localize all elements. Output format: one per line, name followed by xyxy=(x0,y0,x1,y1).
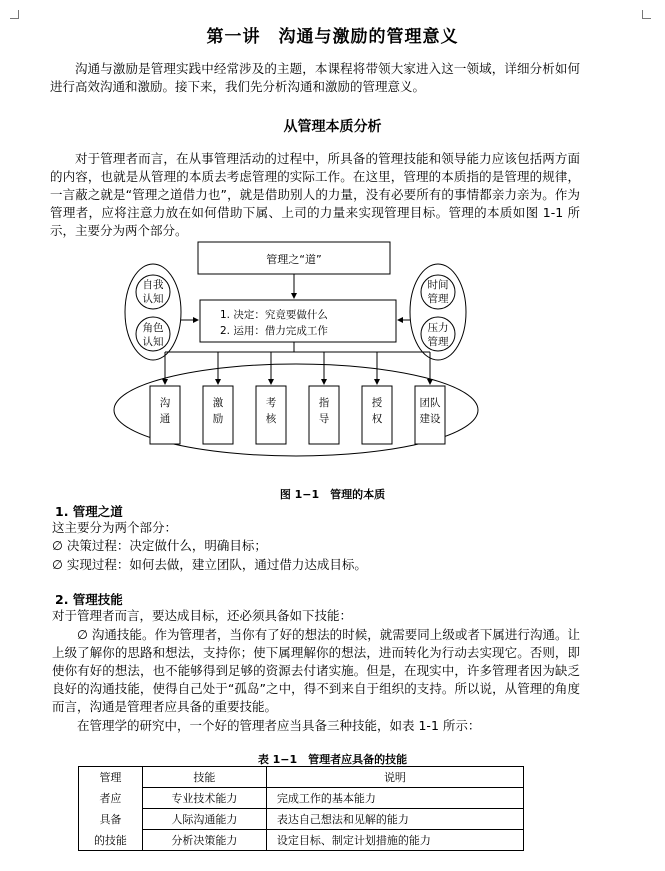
intro-paragraph: 沟通与激励是管理实践中经常涉及的主题，本课程将带领大家进入这一领域，详细分析如何进行高效沟通和激励。接下来，我们先分析沟通和激励的管理意义。 xyxy=(50,61,580,94)
self-cognition-text-2: 认知 xyxy=(142,293,164,305)
tool-box-label: 核 xyxy=(265,413,277,425)
skill-cell: 分析决策能力 xyxy=(142,830,266,851)
tool-box-label: 权 xyxy=(371,413,383,425)
time-management-text-1: 时间 xyxy=(427,279,449,291)
decide-line: 1. 决定：究竟要做什么 xyxy=(220,309,328,321)
table-header-row xyxy=(79,767,524,788)
page-corner-mark-left xyxy=(10,10,19,19)
table-caption: 表 1−1 管理者应具备的技能 xyxy=(257,753,408,766)
tool-box-label: 激 xyxy=(212,397,224,409)
table-row xyxy=(79,809,524,830)
table-intro: 在管理学的研究中，一个好的管理者应当具备三种技能，如表 1-1 所示： xyxy=(77,718,481,733)
management-essence-diagram xyxy=(108,240,568,460)
table-row xyxy=(79,788,524,809)
figure-caption: 图 1−1 管理的本质 xyxy=(279,488,386,501)
description-cell: 表达自己想法和见解的能力 xyxy=(266,809,523,830)
body-paragraph: 对于管理者而言，在从事管理活动的过程中，所具备的管理技能和领导能力应该包括两方面的内容，也就是从管理的本质去考虑管理的实际工作。在这里，管理的本质指的是管理的规律，一言蔽之就是“管理之道借力也”，就是借助别人的力量，没有必要所有的事情都亲力亲为。作为管理者，应将注意力放在如何借助下属、上司的力量来实现管理目标。管理的本质如图 1-1 所示，主要分为两个部分。 xyxy=(50,151,580,238)
communication-skill-paragraph: ∅ 沟通技能。作为管理者，当你有了好的想法的时候，就需要同上级或者下属进行沟通。让上级了解你的思路和想法，支持你；使下属理解你的想法，进而转化为行动去实现它。否则，即使你有好的想法，也不能够得到足够的资源去付诸实施。但是，在现实中，许多管理者因为缺乏良好的沟通技能，使得自己处于“孤岛”之中，得不到来自于组织的支持。所以说，从管理的角度而言，沟通是管理者应具备的重要技能。 xyxy=(52,627,580,714)
skill-cell: 人际沟通能力 xyxy=(142,809,266,830)
tool-box-label: 团队 xyxy=(419,397,441,409)
tool-box-label: 建设 xyxy=(419,413,441,425)
description-cell: 完成工作的基本能力 xyxy=(266,788,523,809)
table-header-skill: 技能 xyxy=(142,767,266,788)
section-2-heading: 2. 管理技能 xyxy=(55,592,123,607)
section-1-lead: 这主要分为两个部分： xyxy=(52,520,178,535)
dao-box-label: 管理之“道” xyxy=(266,253,322,266)
bullet-decision: ∅ 决策过程：决定做什么，明确目标； xyxy=(52,538,267,553)
apply-line: 2. 运用：借力完成工作 xyxy=(220,325,328,337)
tool-box-label: 指 xyxy=(318,397,330,409)
bullet-implementation: ∅ 实现过程：如何去做，建立团队，通过借力达成目标。 xyxy=(52,557,367,572)
role-cognition-text-1: 角色 xyxy=(142,322,164,334)
row-label-1: 者应 xyxy=(79,788,143,809)
skill-cell: 专业技术能力 xyxy=(142,788,266,809)
tool-box-label: 励 xyxy=(212,413,224,425)
page-title: 第一讲 沟通与激励的管理意义 xyxy=(206,27,459,47)
stress-management-text-2: 管理 xyxy=(427,336,449,348)
tool-box-label: 沟 xyxy=(159,397,171,409)
description-cell: 设定目标、制定计划措施的能力 xyxy=(266,830,523,851)
row-label-2: 具备 xyxy=(79,809,143,830)
table-row xyxy=(79,830,524,851)
skills-table xyxy=(78,766,524,851)
tool-box-label: 通 xyxy=(159,413,171,425)
self-cognition-text-1: 自我 xyxy=(142,279,164,291)
section-2-lead: 对于管理者而言，要达成目标，还必须具备如下技能： xyxy=(52,608,353,623)
tool-box-label: 导 xyxy=(318,413,330,425)
row-label-3: 的技能 xyxy=(79,830,143,851)
table-header-description: 说明 xyxy=(266,767,523,788)
time-management-text-2: 管理 xyxy=(427,293,449,305)
tool-box-label: 授 xyxy=(371,397,383,409)
stress-management-text-1: 压力 xyxy=(427,322,449,334)
table-header-label: 管理 xyxy=(79,767,143,788)
page-corner-mark-right xyxy=(642,10,651,19)
section-1-heading: 1. 管理之道 xyxy=(55,504,123,519)
section-title: 从管理本质分析 xyxy=(283,119,382,135)
tool-box-label: 考 xyxy=(265,397,277,409)
role-cognition-text-2: 认知 xyxy=(142,336,164,348)
